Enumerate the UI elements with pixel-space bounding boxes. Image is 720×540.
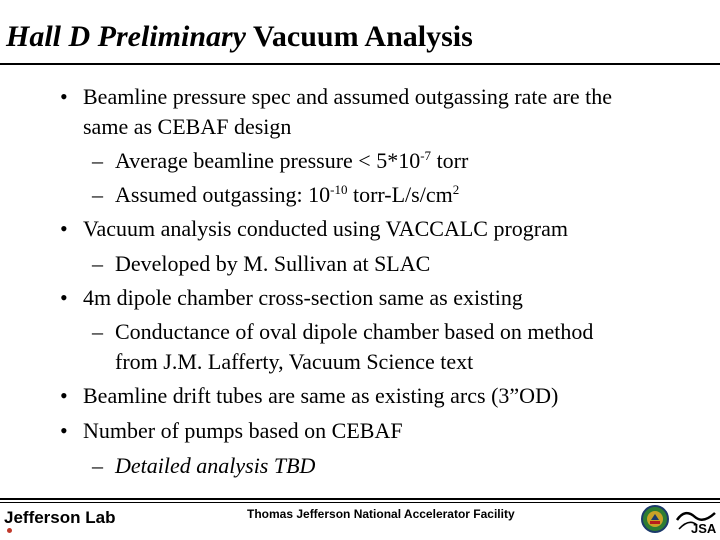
bullet-2-text: Vacuum analysis conducted using VACCALC program — [83, 216, 568, 241]
title-italic-part: Hall D Preliminary — [6, 20, 246, 53]
jsa-text: JSA — [691, 521, 717, 535]
subbullet-detailed-text: Detailed analysis TBD — [115, 453, 316, 478]
title-divider — [0, 63, 720, 65]
doe-seal-icon — [641, 505, 669, 533]
subbullet-outgassing-text: Assumed outgassing: $10^{-10}$ torr-$L/s/cm^2$ — [115, 182, 460, 207]
logo-dot-icon — [7, 528, 12, 533]
footer-divider-thin — [0, 502, 720, 503]
subbullet-developed-text: Developed by M. Sullivan at SLAC — [115, 251, 431, 276]
logo-text: Jefferson Lab — [4, 508, 116, 527]
bullet-dot: • — [60, 383, 68, 408]
subbullet-conductance-line-2: from J.M. Lafferty, Vacuum Science text — [115, 349, 474, 374]
sub-dash: – — [92, 319, 103, 344]
sub-dash: – — [92, 182, 103, 207]
bullet-dot: • — [60, 84, 68, 109]
subbullet-pressure-text: Average beamline pressure < $5*10^{-7}$ torr — [115, 148, 469, 173]
title-rest: Vacuum Analysis — [252, 20, 473, 53]
bullet-dot: • — [60, 418, 68, 443]
footer-divider — [0, 498, 720, 500]
bullet-dot: • — [60, 285, 68, 310]
bullet-3-text: 4m dipole chamber cross-section same as existing — [83, 285, 523, 310]
facility-name: Thomas Jefferson National Accelerator Facility — [247, 507, 515, 521]
sub-dash: – — [92, 251, 103, 276]
bullet-5-text: Number of pumps based on CEBAF — [83, 418, 403, 443]
bullet-dot: • — [60, 216, 68, 241]
sub-dash: – — [92, 148, 103, 173]
sub-dash: – — [92, 453, 103, 478]
jsa-logo-icon — [675, 505, 717, 535]
jefferson-lab-logo — [4, 508, 115, 528]
slide-title — [6, 20, 473, 54]
subbullet-conductance-line-1: Conductance of oval dipole chamber based on method — [115, 319, 594, 344]
bullet-1-line-1: Beamline pressure spec and assumed outgassing rate are the — [83, 84, 613, 109]
bullet-4-text: Beamline drift tubes are same as existing arcs (3”OD) — [83, 383, 559, 408]
bullet-1-line-2: same as CEBAF design — [83, 114, 292, 139]
